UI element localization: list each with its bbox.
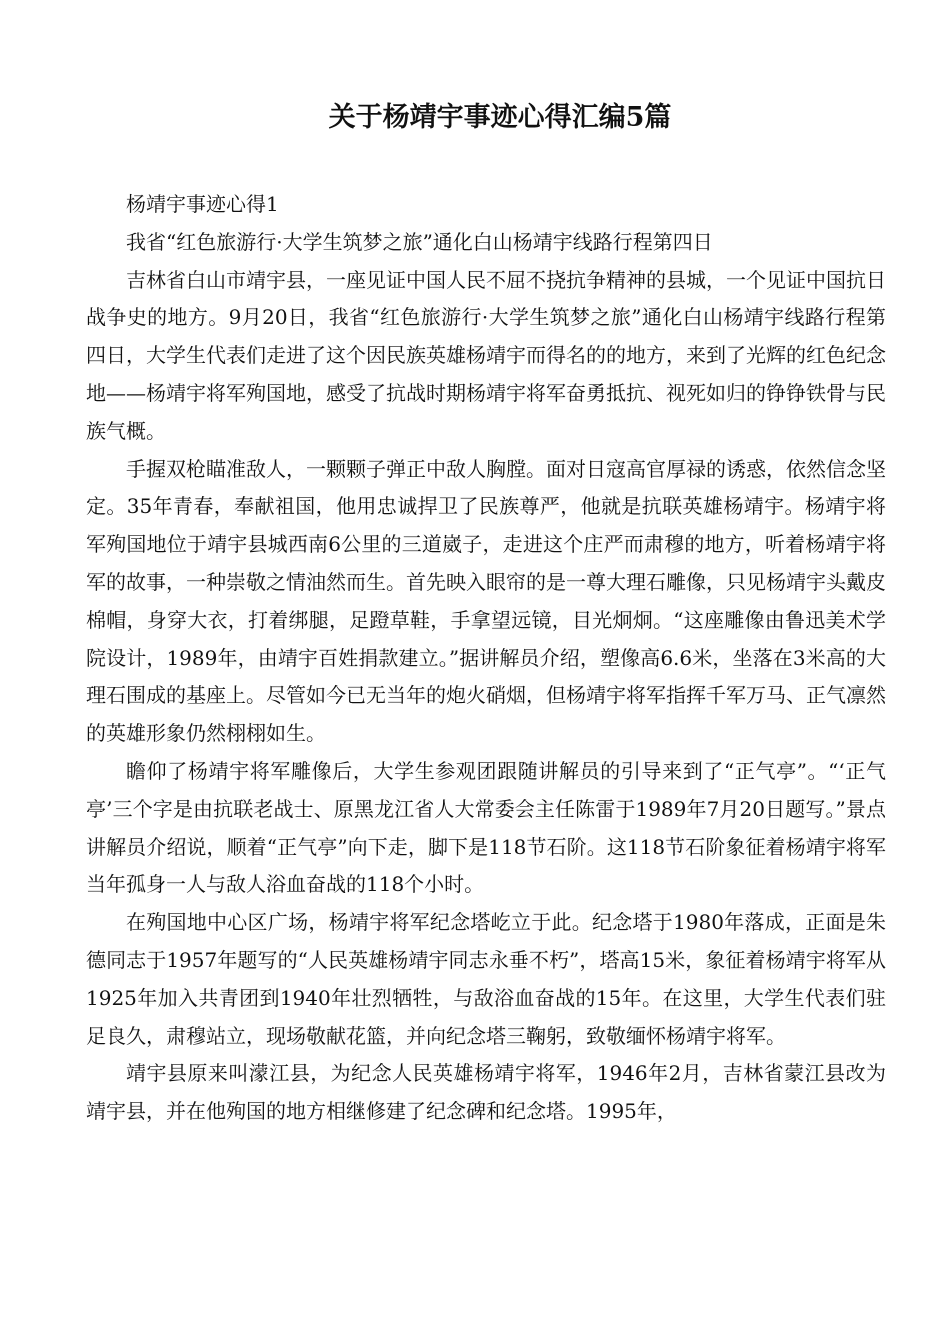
paragraph: 手握双枪瞄准敌人，一颗颗子弹正中敌人胸膛。面对日寇高官厚禄的诱惑，依然信念坚定。35年青春，奉献祖国，他用忠诚捍卫了民族尊严，他就是抗联英雄杨靖宇。杨靖宇将军殉国地位于靖宇县城西南6公里的三道崴子，走进这个庄严而肃穆的地方，听着杨靖宇将军的故事，一种崇敬之情油然而生。首先映入眼帘的是一尊大理石雕像，只见杨靖宇头戴皮棉帽，身穿大衣，打着绑腿，足蹬草鞋，手拿望远镜，目光炯炯。“这座雕像由鲁迅美术学院设计，1989年，由靖宇百姓捐款建立。”据讲解员介绍，塑像高6.6米，坐落在3米高的大理石围成的基座上。尽管如今已无当年的炮火硝烟，但杨靖宇将军指挥千军万马、正气凛然的英雄形象仍然栩栩如生。 bbox=[86, 456, 886, 746]
paragraph: 靖宇县原来叫濛江县，为纪念人民英雄杨靖宇将军，1946年2月，吉林省蒙江县改为靖宇县，并在他殉国的地方相继修建了纪念碑和纪念塔。1995年， bbox=[86, 1061, 886, 1124]
paragraph: 吉林省白山市靖宇县，一座见证中国人民不屈不挠抗争精神的县城，一个见证中国抗日战争史的地方。9月20日，我省“红色旅游行·大学生筑梦之旅”通化白山杨靖宇线路行程第四日，大学生代表们走进了这个因民族英雄杨靖宇而得名的的地方，来到了光辉的红色纪念地——杨靖宇将军殉国地，感受了抗战时期杨靖宇将军奋勇抵抗、视死如归的铮铮铁骨与民族气概。 bbox=[86, 267, 886, 443]
document-body bbox=[86, 186, 886, 1131]
paragraph: 我省“红色旅游行·大学生筑梦之旅”通化白山杨靖宇线路行程第四日 bbox=[126, 229, 713, 254]
paragraph: 在殉国地中心区广场，杨靖宇将军纪念塔屹立于此。纪念塔于1980年落成，正面是朱德同志于1957年题写的“人民英雄杨靖宇同志永垂不朽”，塔高15米，象征着杨靖宇将军从1925年加入共青团到1940年壮烈牺牲，与敌浴血奋战的15年。在这里，大学生代表们驻足良久，肃穆站立，现场敬献花篮，并向纪念塔三鞠躬，致敬缅怀杨靖宇将军。 bbox=[86, 910, 886, 1048]
document-title: 关于杨靖宇事迹心得汇编5篇 bbox=[328, 102, 672, 133]
paragraph: 瞻仰了杨靖宇将军雕像后，大学生参观团跟随讲解员的引导来到了“正气亭”。“‘正气亭’三个字是由抗联老战士、原黑龙江省人大常委会主任陈雷于1989年7月20日题写。”景点讲解员介绍说，顺着“正气亭”向下走，脚下是118节石阶。这118节石阶象征着杨靖宇将军当年孤身一人与敌人浴血奋战的118个小时。 bbox=[86, 758, 886, 897]
section-heading: 杨靖宇事迹心得1 bbox=[126, 192, 279, 216]
